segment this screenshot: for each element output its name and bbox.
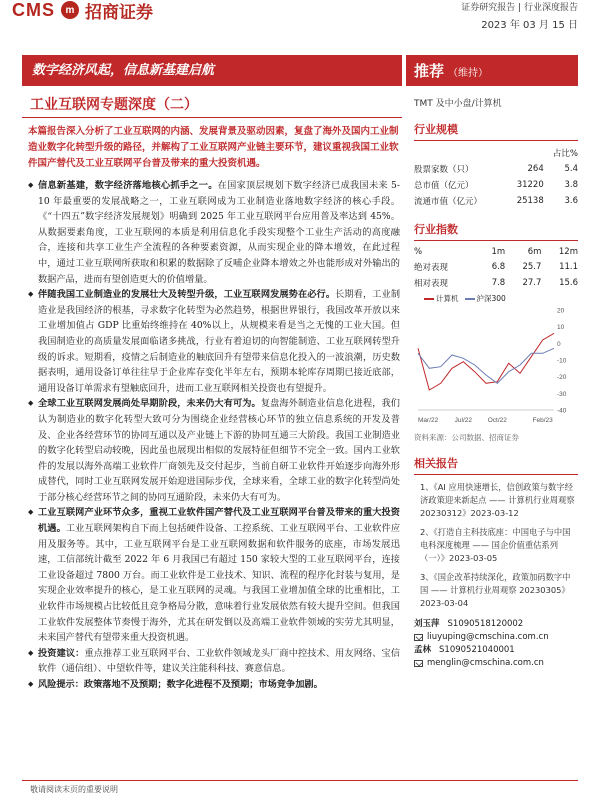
logo-mark-icon: m xyxy=(61,1,79,19)
legend-item xyxy=(424,293,459,304)
row-pct: 3.8 xyxy=(564,180,578,190)
line-chart xyxy=(414,304,578,426)
legend-swatch xyxy=(424,298,434,300)
report-meta xyxy=(461,0,578,31)
y-tick-label: -10 xyxy=(557,357,567,365)
y-tick-label: 0 xyxy=(557,340,561,348)
key-point-body: 长期看，工业制造业是我国经济的根基，寻求数字化转型为必然趋势，根据世界银行，我国改革开放以来工业增加值占 GDP 比重始终维持在 40%以上，从规模来看是当之无愧的工业大国。但我国制造业的高质量发展面临诸多挑战，行业有着迫切的向智能制造、工业互联网转型升级的诉求。短期看，疫情之后制造业的触底回升有望带来信息化投入的一波浪潮，历史数据表明，通用设备订单往往早于企业库存变化半年左右，预期本轮库存周期已接近底部，通用设备订单需求有望触底回升，进而工业互联网相关投资也有望提升。 xyxy=(38,289,401,394)
analyst-email-row xyxy=(414,631,578,644)
rating-banner xyxy=(406,55,578,86)
row-pct: 5.4 xyxy=(564,164,578,174)
rating-note: （维持） xyxy=(448,68,489,79)
legend-item xyxy=(465,293,506,304)
x-tick-label: Oct/22 xyxy=(487,417,507,424)
analyst-name: 刘玉萍 xyxy=(414,619,440,629)
report-date: 2023 年 03 月 15 日 xyxy=(481,20,578,31)
series-line-1 xyxy=(418,348,554,383)
legend-label: 沪深300 xyxy=(476,294,506,303)
row-value: 25138 xyxy=(516,196,544,206)
report-abstract: 本篇报告深入分析了工业互联网的内涵、发展背景及驱动因素，复盘了海外及国内工业制造业数字化转型升级的路径，并解构了工业互联网产业链主要环节，建议重视我国工业软件国产替代及工业互联网平台普及带来的重大投资机遇。 xyxy=(28,126,399,169)
section-heading-scale: 行业规模 xyxy=(414,121,578,141)
row-label: 股票家数（只） xyxy=(414,165,474,175)
index-header: 1m xyxy=(491,247,506,257)
key-point-lead: 投资建议： xyxy=(38,647,85,659)
analyst-email[interactable]: menglin@cmschina.com.cn xyxy=(427,658,544,668)
y-tick-label: 20 xyxy=(557,307,565,315)
key-point xyxy=(28,396,400,505)
industry-tag: TMT 及中小盘/计算机 xyxy=(414,99,502,109)
report-title-banner: 数字经济风起，信息新基建启航 xyxy=(22,55,402,86)
row-value: 27.7 xyxy=(522,278,542,288)
row-label: 相对表现 xyxy=(414,279,449,289)
key-point xyxy=(28,646,400,677)
x-tick-label: Jul/22 xyxy=(454,417,473,424)
subtitle-divider xyxy=(22,117,402,118)
index-chart xyxy=(414,293,578,443)
table-row xyxy=(414,193,578,209)
report-subtitle: 工业互联网专题深度（二） xyxy=(30,97,198,113)
analyst xyxy=(414,644,578,657)
related-report-link[interactable]: 2、《打造自主科技底座：中国电子与中国电科深度梳理 —— 国企价值重估系列（一）》2023-03-05 xyxy=(420,527,571,563)
y-tick-label: -20 xyxy=(557,374,567,382)
row-value: 6.8 xyxy=(491,262,506,272)
key-point-body: 工业互联网架构自下而上包括硬件设备、工控系统、工业互联网平台、工业软件应用及服务等。其中，工业互联网平台是工业互联网数据和软件服务的底座，市场发展迅速，工信部统计截至 2022 年 6 月我国已有超过 150 家较大型的工业互联网平台，连接工业设备超过 7800 万台。而工业软件是工业技术、知识、流程的程序化封装与复用，是实现企业效率提升的核心，是工业互联网的灵魂。与我国工业增加值全球的比重相比，工业软件市场规模占比较低且竞争格局分散，意味着行业发展依然有较大提升空间。但我国工业软件发展整体节奏慢于海外，尤其在研发倒以及高端工业软件领域的实劳尤其明显，未来国产替代有望带来重大投资机遇。 xyxy=(38,523,401,644)
key-point-lead: 信息新基建，数字经济落地核心抓手之一。 xyxy=(38,180,218,191)
key-point xyxy=(28,287,400,396)
footer-divider xyxy=(22,780,578,781)
index-header: 12m xyxy=(558,247,578,257)
key-point-lead: 工业互联网产业环节众多，重视工业软件国产替代及工业互联网平台普及带来的重大投资机遇。 xyxy=(38,507,400,535)
legend-label: 计算机 xyxy=(436,294,459,303)
mail-icon xyxy=(414,634,423,641)
row-label: 总市值（亿元） xyxy=(414,181,474,191)
key-point-body: 复盘海外制造业信息化进程，我们认为制造业的数字化转型大致可分为围绕企业经营核心环节的独立信息系统的开发及普及、企业各经营环节的协同互通以及产业链上下游的协同互通三大阶段。我国工业制造业的数字化转型启动较晚，因此虽也展现出相似的发展特征但细节不完全一致。国内工业软件的发展以海外高端工业软件厂商领先及交付起步，当前自研工业软件开始逐步向海外形成替代，同时工业互联网发展开始迎进国际步伐，全球来看，全球工业的数字化转型尚处于部分核心经营环节之间的协同互通阶段，未来仍大有可为。 xyxy=(38,398,400,503)
analyst xyxy=(414,618,578,631)
x-tick-label: Feb/23 xyxy=(532,417,553,424)
key-points xyxy=(28,178,400,693)
row-value: 15.6 xyxy=(559,278,578,288)
related-reports xyxy=(414,481,578,610)
related-report-link[interactable]: 3、《国企改革持续深化，政策加码数字中国 —— 计算机行业周观察 20230305》2023-03-04 xyxy=(420,572,571,608)
key-point-lead: 全球工业互联网发展尚处早期阶段，未来仍大有可为。 xyxy=(38,398,261,410)
related-report-link[interactable]: 1、《AI 应用快速增长，信创政策与数字经济政策迎来新起点 —— 计算机行业周观察 20230312》2023-03-12 xyxy=(420,482,575,518)
logo-chinese: 招商证券 xyxy=(85,2,153,23)
x-tick-label: Mar/22 xyxy=(418,417,439,424)
y-tick-label: 10 xyxy=(557,324,565,332)
index-header: % xyxy=(414,247,423,257)
analyst-license: S1090521040001 xyxy=(439,645,515,655)
row-label: 绝对表现 xyxy=(414,263,449,273)
row-value: 11.1 xyxy=(559,262,578,272)
analyst-license: S1090518120002 xyxy=(447,619,524,629)
row-label: 流通市值（亿元） xyxy=(414,197,483,207)
row-value: 264 xyxy=(527,164,544,174)
analyst-email[interactable]: liuyuping@cmschina.com.cn xyxy=(427,632,549,642)
row-value: 25.7 xyxy=(522,262,542,272)
report-category: 证券研究报告 | 行业深度报告 xyxy=(461,3,578,13)
section-heading-related: 相关报告 xyxy=(414,455,578,475)
y-tick-label: -30 xyxy=(557,390,567,398)
analyst-list xyxy=(414,618,578,670)
table-row xyxy=(414,177,578,193)
chart-legend xyxy=(424,293,578,304)
key-point-body: 重点推荐工业互联网平台、工业软件领域龙头厂商中控技术、用友网络、宝信软件（通信组）、中望软件等，建议关注能科科技、赛意信息。 xyxy=(38,647,401,675)
analyst-name: 孟林 xyxy=(414,645,432,655)
key-point-lead: 伴随我国工业制造业的发展壮大及转型升级，工业互联网发展势在必行。 xyxy=(38,289,336,301)
key-point xyxy=(28,178,400,287)
scale-table xyxy=(414,145,578,209)
key-point-lead: 风险提示：政策落地不及预期；数字化进程不及预期；市场竞争加剧。 xyxy=(38,679,323,690)
row-pct: 3.6 xyxy=(564,196,578,206)
analyst-email-row xyxy=(414,657,578,670)
legend-swatch xyxy=(465,298,475,300)
pct-header: 占比% xyxy=(552,149,578,159)
logo-english: CMS xyxy=(12,0,55,20)
footer-note: 敬请阅读末页的重要说明 xyxy=(30,785,118,794)
table-row xyxy=(414,275,578,291)
key-point-body: 在国家顶层规划下数字经济已成我国未来 5-10 年最重要的发展战略之一，工业互联网成为工业制造业落地数字经济的核心手段。《“十四五”数字经济发展规划》明确到 2025 年工业互联网平台应用普及率达到 45%。从数据要素角度，工业互联网的本质是利用信息化手段实现整个工业生产活动的高度融合，连接和共享工业生产全流程的各种要素资源，从而实现企业的降本增效，在此过程中，通过工业互联网所获取和积累的数据除了反哺企业降本增效之外也能形成对外输出的数据产品，进而有望创造更大的价值增量。 xyxy=(38,180,400,285)
company-logo xyxy=(12,0,153,23)
table-row xyxy=(414,161,578,177)
row-value: 31220 xyxy=(516,180,544,190)
mail-icon xyxy=(414,660,423,667)
table-row xyxy=(414,259,578,275)
y-tick-label: -40 xyxy=(557,407,567,415)
row-value: 7.8 xyxy=(491,278,506,288)
index-header: 6m xyxy=(527,247,542,257)
key-point xyxy=(28,505,400,645)
section-heading-index: 行业指数 xyxy=(414,221,578,241)
rating-label: 推荐 xyxy=(414,62,445,80)
sidebar xyxy=(414,90,578,670)
series-line-0 xyxy=(418,333,554,390)
key-point xyxy=(28,677,400,693)
chart-source: 资料来源：公司数据、招商证券 xyxy=(414,433,519,442)
index-table xyxy=(414,245,578,291)
